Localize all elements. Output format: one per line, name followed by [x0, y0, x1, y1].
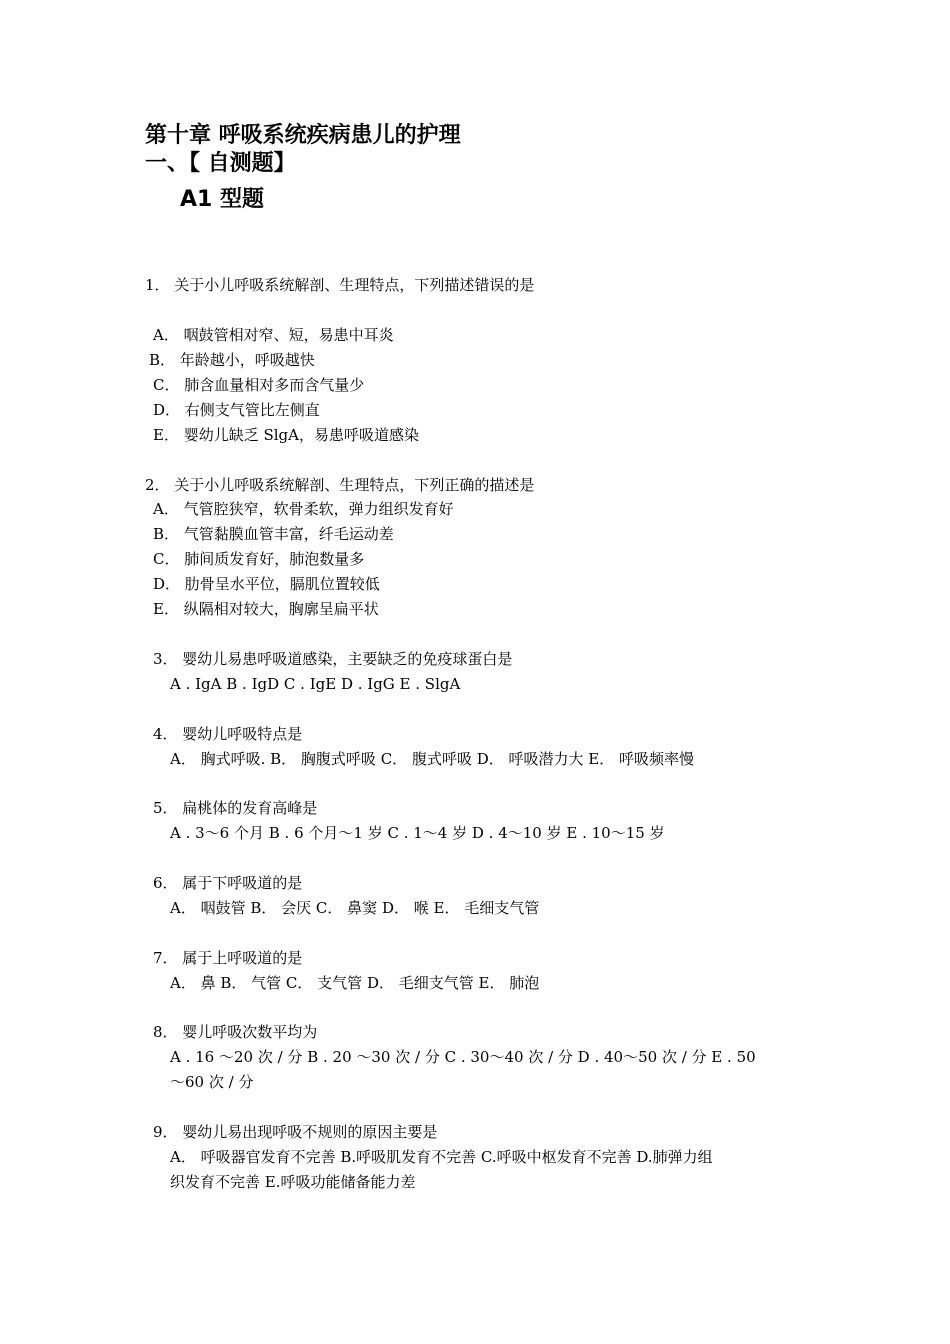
- question-stem: 3． 婴幼儿易患呼吸道感染，主要缺乏的免疫球蛋白是: [153, 650, 513, 668]
- question-option: E． 纵隔相对较大，胸廓呈扁平状: [153, 600, 379, 618]
- section-title: 一、【 自测题】: [145, 151, 296, 176]
- question-option: E． 婴幼儿缺乏 SlgA，易患呼吸道感染: [153, 426, 419, 444]
- question-option: A． 咽鼓管相对窄、短，易患中耳炎: [153, 326, 394, 344]
- question-option: C． 肺含血量相对多而含气量少: [153, 376, 365, 394]
- question-stem: 8． 婴儿呼吸次数平均为: [153, 1023, 318, 1041]
- question-option: A． 气管腔狭窄，软骨柔软，弹力组织发育好: [153, 500, 454, 518]
- question-option: D． 肋骨呈水平位，膈肌位置较低: [153, 575, 380, 593]
- question-stem: 9． 婴幼儿易出现呼吸不规则的原因主要是: [153, 1123, 438, 1141]
- question-option: A． 咽鼓管 B． 会厌 C． 鼻窦 D． 喉 E． 毛细支气管: [170, 899, 540, 917]
- question-option: A． 鼻 B． 气管 C． 支气管 D． 毛细支气管 E． 肺泡: [170, 974, 540, 992]
- question-option: ～60 次 / 分: [170, 1073, 254, 1091]
- question-option: B． 年龄越小，呼吸越快: [149, 351, 315, 369]
- question-stem: 1． 关于小儿呼吸系统解剖、生理特点，下列描述错误的是: [145, 276, 535, 294]
- question-option: A． 胸式呼吸. B． 胸腹式呼吸 C． 腹式呼吸 D． 呼吸潜力大 E． 呼吸频率慢: [170, 750, 694, 768]
- question-option: A . 16 ～20 次 / 分 B . 20 ～30 次 / 分 C . 30～40 次 / 分 D . 40～50 次 / 分 E . 50: [170, 1048, 756, 1066]
- question-option: A . 3～6 个月 B . 6 个月～1 岁 C . 1～4 岁 D . 4～10 岁 E . 10～15 岁: [170, 824, 665, 842]
- question-stem: 6． 属于下呼吸道的是: [153, 874, 303, 892]
- question-stem: 7． 属于上呼吸道的是: [153, 949, 303, 967]
- question-stem: 5． 扁桃体的发育高峰是: [153, 799, 318, 817]
- question-option: C． 肺间质发育好，肺泡数量多: [153, 550, 365, 568]
- question-option: A． 呼吸器官发育不完善 B.呼吸肌发育不完善 C.呼吸中枢发育不完善 D.肺弹力组: [170, 1148, 713, 1166]
- chapter-title: 第十章 呼吸系统疾病患儿的护理: [145, 123, 461, 148]
- subsection-title: A1 型题: [180, 187, 264, 212]
- question-option: 织发育不完善 E.呼吸功能储备能力差: [170, 1173, 416, 1191]
- question-stem: 2． 关于小儿呼吸系统解剖、生理特点，下列正确的描述是: [145, 476, 535, 494]
- question-option: B． 气管黏膜血管丰富，纤毛运动差: [153, 525, 394, 543]
- question-option: A . IgA B . IgD C . IgE D . IgG E . SlgA: [170, 675, 461, 693]
- question-stem: 4． 婴幼儿呼吸特点是: [153, 725, 303, 743]
- question-option: D． 右侧支气管比左侧直: [153, 401, 320, 419]
